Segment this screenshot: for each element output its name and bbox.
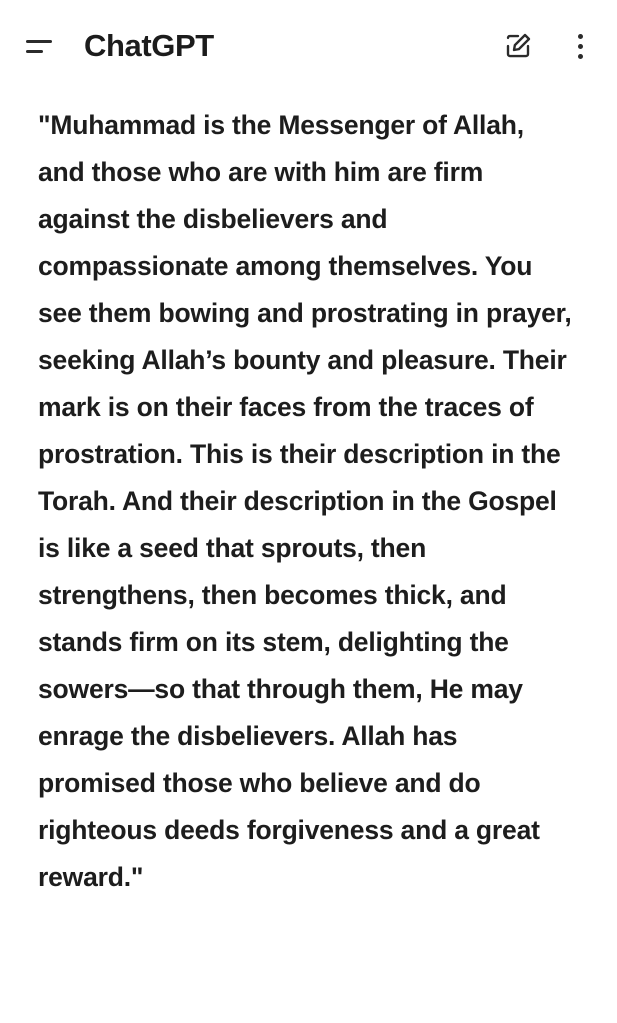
header-actions — [503, 31, 593, 61]
conversation-body — [0, 92, 617, 901]
hamburger-menu-icon[interactable] — [26, 29, 60, 63]
menu-bar-top — [26, 40, 52, 43]
assistant-message: "Muhammad is the Messenger of Allah, and those who are with him are firm against the disbelievers and compassionate among themselves. You see them bowing and prostrating in prayer, seeking Allah’s bounty and pleasure. Their mark is on their faces from the traces of prostration. This is their description in the Torah. And their description in the Gospel is like a seed that sprouts, then strengthens, then becomes thick, and stands firm on its stem, delighting the sowers—so that through them, He may enrage the disbelievers. Allah has promised those who believe and do righteous deeds forgiveness and a great reward." — [38, 110, 579, 892]
page-title: ChatGPT — [84, 28, 214, 63]
kebab-dots — [567, 31, 593, 61]
kebab-dot-1 — [578, 34, 583, 39]
kebab-dot-2 — [578, 44, 583, 49]
menu-bar-bottom — [26, 50, 43, 53]
compose-new-chat-icon[interactable] — [503, 31, 533, 61]
kebab-more-options-icon[interactable] — [567, 31, 593, 61]
app-header — [0, 0, 617, 92]
kebab-dot-3 — [578, 54, 583, 59]
